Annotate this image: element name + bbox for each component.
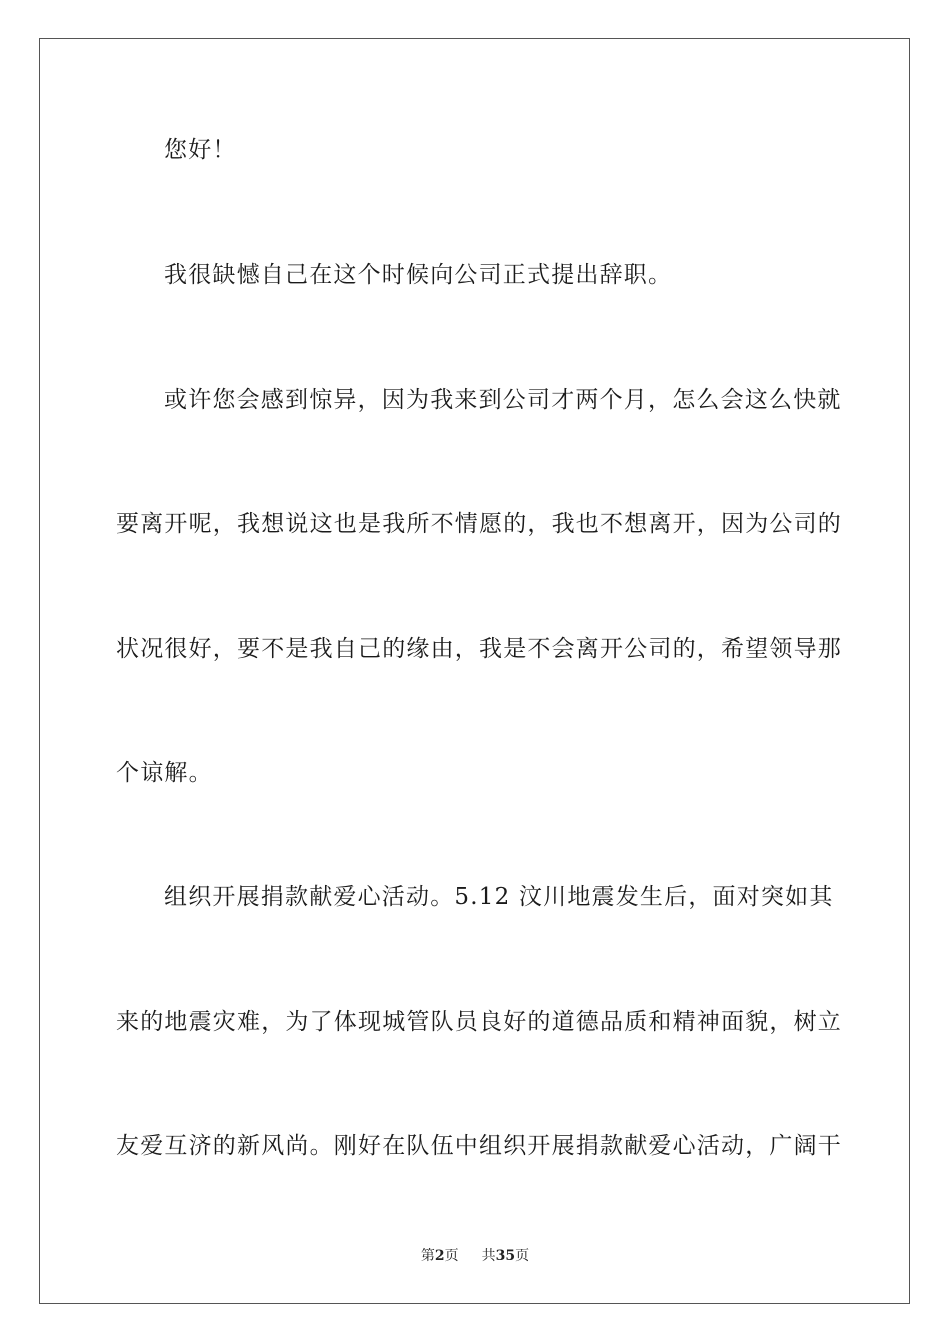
page-border xyxy=(39,38,910,1304)
paragraph-2-line-1: 或许您会感到惊异，因为我来到公司才两个月，怎么会这么快就 xyxy=(164,387,842,413)
paragraph-3-line-3: 友爱互济的新风尚。刚好在队伍中组织开展捐款献爱心活动，广阔干 xyxy=(116,1133,842,1159)
footer-total-number: 35 xyxy=(495,1248,516,1264)
paragraph-2-line-3: 状况很好，要不是我自己的缘由，我是不会离开公司的，希望领导那 xyxy=(116,636,842,662)
footer-page-prefix: 第 xyxy=(420,1248,435,1264)
page-footer xyxy=(0,1247,950,1265)
footer-total-prefix: 共 xyxy=(481,1248,496,1264)
paragraph-2-line-4: 个谅解。 xyxy=(116,760,213,786)
greeting-line: 您好！ xyxy=(164,137,237,163)
footer-page-number: 2 xyxy=(434,1248,445,1264)
paragraph-2-line-2: 要离开呢，我想说这也是我所不情愿的，我也不想离开，因为公司的 xyxy=(116,511,842,537)
paragraph-3-line-2: 来的地震灾难，为了体现城管队员良好的道德品质和精神面貌，树立 xyxy=(116,1009,842,1035)
footer-page-suffix: 页 xyxy=(444,1248,459,1264)
paragraph-3-line-1: 组织开展捐款献爱心活动。5.12 汶川地震发生后，面对突如其 xyxy=(164,884,834,910)
footer-total-suffix: 页 xyxy=(515,1248,530,1264)
paragraph-1-line-1: 我很缺憾自己在这个时候向公司正式提出辞职。 xyxy=(164,262,673,288)
